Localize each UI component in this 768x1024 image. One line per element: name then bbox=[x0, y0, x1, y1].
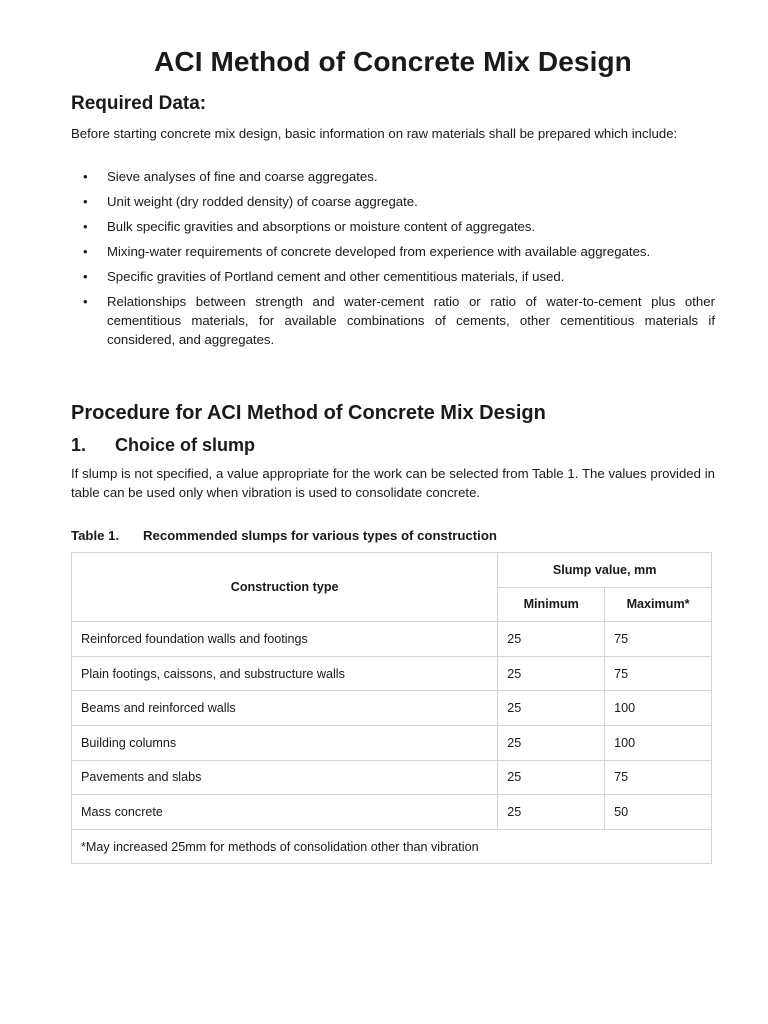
minimum-cell: 25 bbox=[498, 691, 605, 726]
minimum-cell: 25 bbox=[498, 725, 605, 760]
minimum-cell: 25 bbox=[498, 795, 605, 830]
maximum-cell: 100 bbox=[605, 691, 712, 726]
maximum-cell: 75 bbox=[605, 656, 712, 691]
header-maximum: Maximum* bbox=[605, 587, 712, 622]
list-item bbox=[71, 167, 715, 186]
list-item bbox=[71, 267, 715, 286]
list-item bbox=[71, 192, 715, 211]
maximum-cell: 75 bbox=[605, 760, 712, 795]
list-item-text: Relationships between strength and water-cement ratio or ratio of water-to-cement plus other cementitious materials, for available combinations of cements, other cementitious materials if considered, and aggregates. bbox=[107, 294, 715, 347]
list-item-text: Sieve analyses of fine and coarse aggregates. bbox=[107, 169, 378, 184]
construction-type-cell: Mass concrete bbox=[72, 795, 498, 830]
construction-type-cell: Reinforced foundation walls and footings bbox=[72, 622, 498, 657]
required-data-list bbox=[71, 167, 715, 355]
procedure-heading: Procedure for ACI Method of Concrete Mix Design bbox=[71, 402, 546, 424]
bullet-icon: • bbox=[83, 244, 88, 259]
step-title: Choice of slump bbox=[115, 435, 256, 455]
table-caption bbox=[71, 528, 497, 543]
construction-type-cell: Building columns bbox=[72, 725, 498, 760]
table-footnote-row bbox=[72, 829, 712, 864]
table-row bbox=[72, 725, 712, 760]
construction-type-cell: Beams and reinforced walls bbox=[72, 691, 498, 726]
bullet-icon: • bbox=[83, 169, 88, 184]
slump-paragraph: If slump is not specified, a value appropriate for the work can be selected from Table 1. The values provided in table can be used only when vibration is used to consolidate concrete. bbox=[71, 466, 715, 500]
bullet-icon: • bbox=[83, 194, 88, 209]
required-data-heading: Required Data: bbox=[71, 93, 207, 114]
table-row bbox=[72, 622, 712, 657]
bullet-icon: • bbox=[83, 219, 88, 234]
required-data-intro: Before starting concrete mix design, basic information on raw materials shall be prepared which include: bbox=[71, 126, 678, 141]
minimum-cell: 25 bbox=[498, 760, 605, 795]
list-item bbox=[71, 292, 715, 349]
page-title: ACI Method of Concrete Mix Design bbox=[154, 46, 632, 77]
list-item-text: Bulk specific gravities and absorptions or moisture content of aggregates. bbox=[107, 219, 536, 234]
minimum-cell: 25 bbox=[498, 622, 605, 657]
table-row bbox=[72, 656, 712, 691]
maximum-cell: 100 bbox=[605, 725, 712, 760]
list-item-text: Unit weight (dry rodded density) of coarse aggregate. bbox=[107, 194, 418, 209]
header-construction-type: Construction type bbox=[72, 553, 498, 622]
table-footnote: *May increased 25mm for methods of consolidation other than vibration bbox=[72, 829, 712, 864]
construction-type-cell: Plain footings, caissons, and substructure walls bbox=[72, 656, 498, 691]
header-slump-value: Slump value, mm bbox=[498, 553, 712, 588]
table-row bbox=[72, 691, 712, 726]
table-header-row bbox=[72, 553, 712, 588]
list-item bbox=[71, 217, 715, 236]
list-item-text: Specific gravities of Portland cement and other cementitious materials, if used. bbox=[107, 269, 565, 284]
step-heading bbox=[71, 435, 255, 456]
table-caption-number: Table 1. bbox=[71, 528, 120, 543]
list-item bbox=[71, 242, 715, 261]
slump-table bbox=[71, 552, 712, 864]
maximum-cell: 75 bbox=[605, 622, 712, 657]
table-row bbox=[72, 795, 712, 830]
list-item-text: Mixing-water requirements of concrete developed from experience with available aggregates. bbox=[107, 244, 651, 259]
header-minimum: Minimum bbox=[498, 587, 605, 622]
table-caption-title: Recommended slumps for various types of construction bbox=[143, 528, 497, 543]
table-row bbox=[72, 760, 712, 795]
minimum-cell: 25 bbox=[498, 656, 605, 691]
step-number: 1. bbox=[71, 435, 87, 455]
bullet-icon: • bbox=[83, 269, 88, 284]
bullet-icon: • bbox=[83, 294, 88, 309]
maximum-cell: 50 bbox=[605, 795, 712, 830]
construction-type-cell: Pavements and slabs bbox=[72, 760, 498, 795]
